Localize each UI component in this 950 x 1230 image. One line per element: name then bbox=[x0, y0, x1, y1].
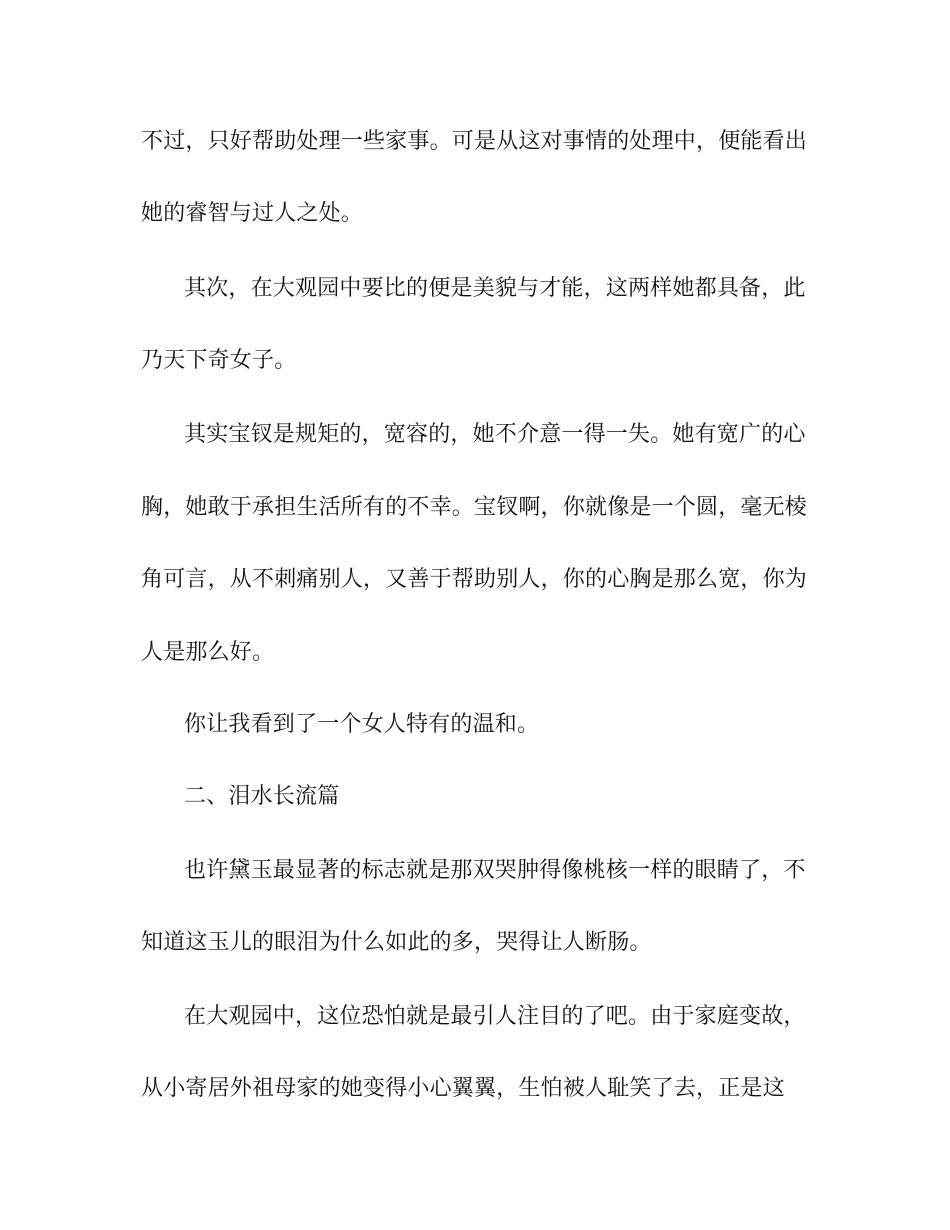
text-line: 人是那么好。 bbox=[141, 640, 275, 665]
text-line: 其实宝钗是规矩的，宽容的，她不介意一得一失。她有宽广的心 bbox=[184, 422, 806, 447]
text-line: 也许黛玉最显著的标志就是那双哭肿得像桃核一样的眼睛了，不 bbox=[184, 858, 806, 883]
text-line: 乃天下奇女子。 bbox=[141, 348, 297, 373]
text-line: 从小寄居外祖母家的她变得小心翼翼，生怕被人耻笑了去，正是这 bbox=[141, 1076, 785, 1101]
text-line: 你让我看到了一个女人特有的温和。 bbox=[184, 712, 540, 737]
text-line: 她的睿智与过人之处。 bbox=[141, 201, 364, 226]
text-line: 不过，只好帮助处理一些家事。可是从这对事情的处理中，便能看出 bbox=[141, 129, 808, 154]
text-line: 胸，她敢于承担生活所有的不幸。宝钗啊，你就像是一个圆，毫无棱 bbox=[141, 495, 808, 520]
text-line: 知道这玉儿的眼泪为什么如此的多，哭得让人断肠。 bbox=[141, 930, 652, 955]
text-line: 其次，在大观园中要比的便是美貌与才能，这两样她都具备，此 bbox=[184, 276, 806, 301]
text-line: 角可言，从不刺痛别人，又善于帮助别人，你的心胸是那么宽，你为 bbox=[141, 567, 808, 592]
text-line: 在大观园中，这位恐怕就是最引人注目的了吧。由于家庭变故， bbox=[184, 1004, 806, 1029]
section-heading: 二、泪水长流篇 bbox=[184, 784, 340, 809]
